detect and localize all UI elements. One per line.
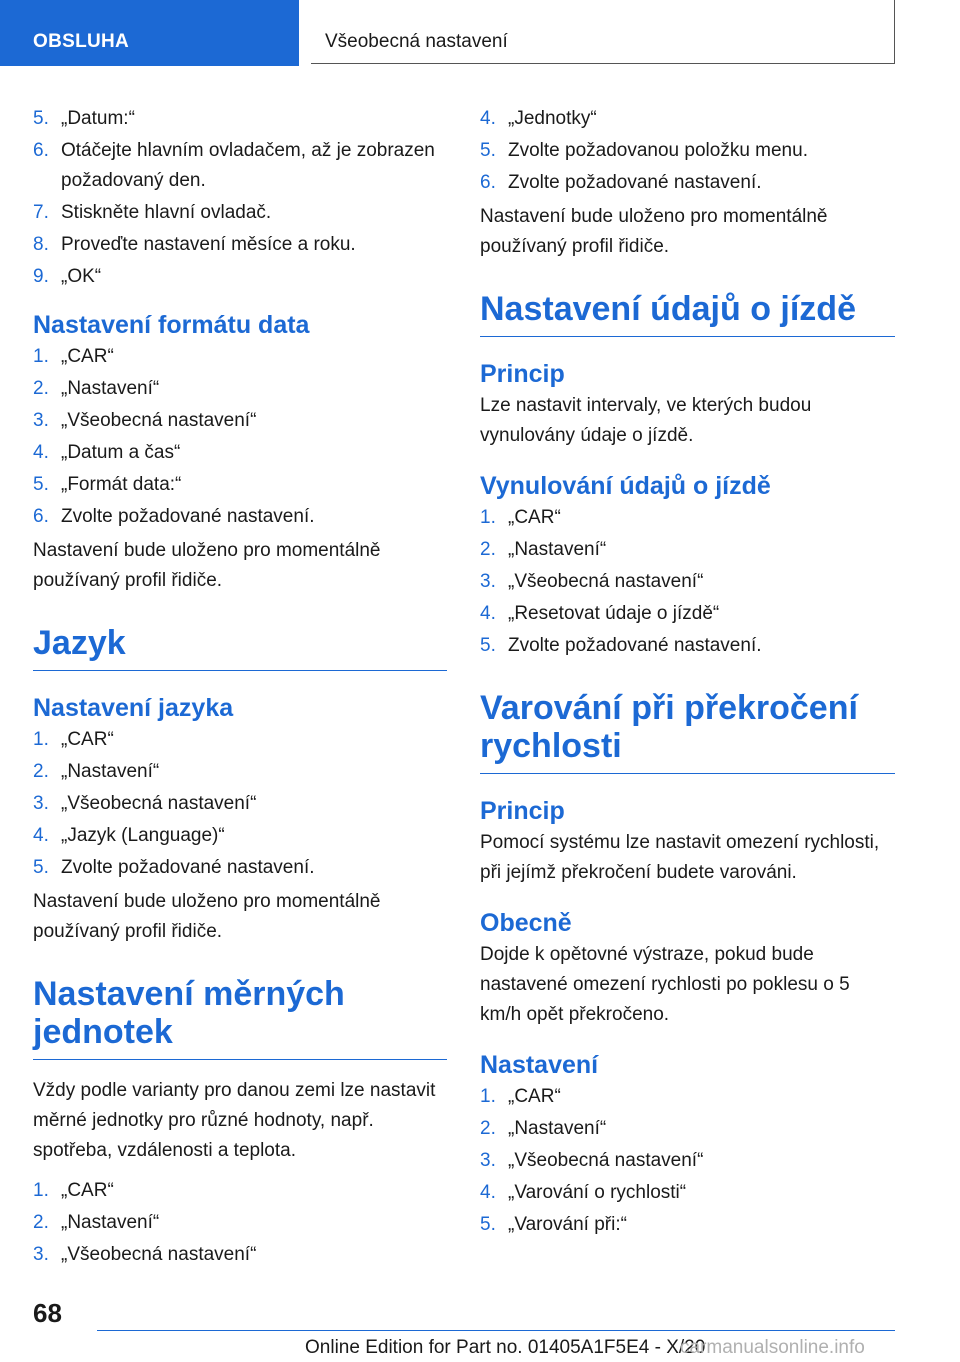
step-number: 5.	[33, 857, 49, 878]
step-text: „Nastavení“	[61, 761, 160, 782]
left-column	[33, 104, 447, 1272]
list-item	[33, 725, 447, 755]
date-format-steps-list	[33, 342, 447, 532]
step-number: 8.	[33, 234, 49, 255]
list-item	[480, 599, 895, 629]
step-number: 2.	[480, 539, 496, 560]
step-number: 2.	[480, 1118, 496, 1139]
step-text: Zvolte požadované nastavení.	[508, 635, 762, 656]
step-number: 2.	[33, 761, 49, 782]
step-number: 1.	[33, 346, 49, 367]
step-text: „Všeobecná nastavení“	[61, 410, 257, 431]
step-number: 1.	[33, 729, 49, 750]
step-number: 9.	[33, 266, 49, 287]
principle-description: Pomocí systému lze nastavit omezení rychlosti, při jejímž překročení budete varováni.	[480, 832, 880, 883]
step-text: „CAR“	[508, 507, 561, 528]
step-number: 4.	[33, 825, 49, 846]
step-text: „OK“	[61, 266, 102, 287]
speed-settings-steps-list	[480, 1082, 895, 1240]
step-number: 3.	[33, 793, 49, 814]
units-description: Vždy podle varianty pro danou zemi lze nastavit měrné jednotky pro různé hodnoty, např. spotřeba, vzdálenosti a teplota.	[33, 1080, 436, 1161]
saved-profile-note: Nastavení bude uloženo pro momentálně používaný profil řidiče.	[480, 206, 828, 257]
step-text: „CAR“	[508, 1086, 561, 1107]
step-text: „Nastavení“	[61, 378, 160, 399]
footer-divider	[97, 1330, 895, 1331]
list-item	[480, 567, 895, 597]
list-item	[33, 853, 447, 883]
step-text: Zvolte požadované nastavení.	[61, 857, 315, 878]
step-text: „CAR“	[61, 346, 114, 367]
language-heading: Jazyk	[33, 624, 447, 671]
watermark: carmanualsonline.info	[680, 1337, 865, 1358]
step-text: „Nastavení“	[61, 1212, 160, 1233]
trip-reset-heading: Vynulování údajů o jízdě	[480, 472, 771, 500]
list-item	[33, 198, 447, 228]
language-settings-heading: Nastavení jazyka	[33, 694, 234, 722]
list-item	[33, 821, 447, 851]
principle-description: Lze nastavit intervaly, ve kterých budou vynulovány údaje o jízdě.	[480, 395, 812, 446]
saved-profile-note: Nastavení bude uloženo pro momentálně používaný profil řidiče.	[33, 891, 381, 942]
settings-heading: Nastavení	[480, 1051, 599, 1079]
list-item	[480, 104, 895, 134]
list-item	[33, 406, 447, 436]
list-item	[33, 136, 447, 196]
step-number: 3.	[33, 410, 49, 431]
section-tab: OBSLUHA	[0, 0, 299, 66]
step-text: „Resetovat údaje o jízdě“	[508, 603, 720, 624]
step-number: 3.	[480, 571, 496, 592]
step-number: 2.	[33, 378, 49, 399]
list-item	[480, 535, 895, 565]
step-text: „Datum:“	[61, 108, 135, 129]
right-column	[480, 104, 895, 1242]
units-steps-list	[33, 1176, 447, 1270]
general-heading: Obecně	[480, 909, 572, 937]
list-item	[33, 1240, 447, 1270]
step-text: „Nastavení“	[508, 539, 607, 560]
list-item	[480, 1146, 895, 1176]
step-number: 1.	[480, 507, 496, 528]
step-number: 5.	[33, 108, 49, 129]
step-number: 3.	[33, 1244, 49, 1265]
step-text: „Jednotky“	[508, 108, 597, 129]
step-number: 4.	[480, 1182, 496, 1203]
list-item	[33, 342, 447, 372]
page-header	[0, 0, 960, 66]
saved-profile-note: Nastavení bude uloženo pro momentálně používaný profil řidiče.	[33, 540, 381, 591]
principle-heading: Princip	[480, 797, 565, 825]
principle-heading: Princip	[480, 360, 565, 388]
step-text: Zvolte požadovanou položku menu.	[508, 140, 808, 161]
step-number: 1.	[33, 1180, 49, 1201]
list-item	[480, 168, 895, 198]
general-description: Dojde k opětovné výstraze, pokud bude nastavené omezení rychlosti po poklesu o 5 km/h opět překročeno.	[480, 944, 850, 1025]
step-text: Otáčejte hlavním ovladačem, až je zobrazen požadovaný den.	[61, 140, 435, 191]
list-item	[480, 1210, 895, 1240]
step-text: Zvolte požadované nastavení.	[61, 506, 315, 527]
step-text: „Všeobecná nastavení“	[61, 1244, 257, 1265]
chapter-tab: Všeobecná nastavení	[311, 0, 895, 64]
list-item	[33, 230, 447, 260]
step-number: 6.	[33, 140, 49, 161]
page-number: 68	[33, 1298, 62, 1328]
step-number: 2.	[33, 1212, 49, 1233]
step-text: „Jazyk (Language)“	[61, 825, 225, 846]
step-number: 5.	[480, 635, 496, 656]
step-text: „Datum a čas“	[61, 442, 181, 463]
list-item	[33, 757, 447, 787]
list-item	[480, 136, 895, 166]
step-number: 7.	[33, 202, 49, 223]
list-item	[480, 503, 895, 533]
list-item	[33, 1176, 447, 1206]
step-text: „CAR“	[61, 729, 114, 750]
list-item	[33, 1208, 447, 1238]
list-item	[33, 374, 447, 404]
list-item	[480, 631, 895, 661]
step-text: „Všeobecná nastavení“	[61, 793, 257, 814]
step-number: 4.	[480, 108, 496, 129]
step-text: „Formát data:“	[61, 474, 182, 495]
date-format-heading: Nastavení formátu data	[33, 311, 310, 339]
trip-reset-steps-list	[480, 503, 895, 661]
list-item	[480, 1082, 895, 1112]
list-item	[33, 104, 447, 134]
step-number: 1.	[480, 1086, 496, 1107]
step-text: „Všeobecná nastavení“	[508, 1150, 704, 1171]
step-text: „Varování při:“	[508, 1214, 627, 1235]
step-text: „Varování o rychlosti“	[508, 1182, 687, 1203]
step-number: 5.	[480, 1214, 496, 1235]
edition-text: Online Edition for Part no. 01405A1F5E4 - X/20	[305, 1337, 706, 1358]
step-text: Stiskněte hlavní ovladač.	[61, 202, 272, 223]
step-text: „Nastavení“	[508, 1118, 607, 1139]
step-text: „Všeobecná nastavení“	[508, 571, 704, 592]
list-item	[480, 1114, 895, 1144]
step-number: 6.	[33, 506, 49, 527]
list-item	[33, 789, 447, 819]
step-text: „CAR“	[61, 1180, 114, 1201]
step-number: 4.	[480, 603, 496, 624]
list-item	[480, 1178, 895, 1208]
step-text: Zvolte požadované nastavení.	[508, 172, 762, 193]
list-item	[33, 502, 447, 532]
language-steps-list	[33, 725, 447, 883]
list-item	[33, 262, 447, 292]
trip-data-heading: Nastavení údajů o jízdě	[480, 290, 895, 337]
date-steps-list	[33, 104, 447, 292]
list-item	[33, 470, 447, 500]
step-text: Proveďte nastavení měsíce a roku.	[61, 234, 356, 255]
step-number: 6.	[480, 172, 496, 193]
speed-warning-heading: Varování při překročení rychlosti	[480, 689, 895, 774]
step-number: 4.	[33, 442, 49, 463]
units-steps-list-continued	[480, 104, 895, 198]
step-number: 5.	[480, 140, 496, 161]
units-heading: Nastavení měrných jednotek	[33, 975, 447, 1060]
step-number: 5.	[33, 474, 49, 495]
step-number: 3.	[480, 1150, 496, 1171]
list-item	[33, 438, 447, 468]
